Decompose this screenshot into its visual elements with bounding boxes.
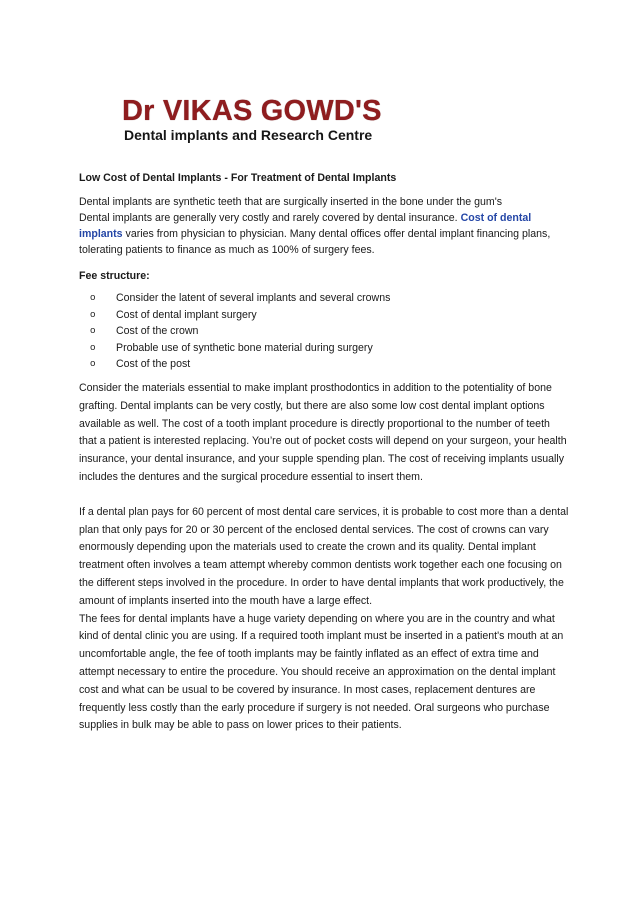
document-title: Low Cost of Dental Implants - For Treatment of Dental Implants — [79, 172, 397, 184]
list-item-text: Consider the latent of several implants and several crowns — [116, 292, 391, 304]
intro-after-link: varies from physician to physician. Many dental offices offer dental implant financing plans, tolerating patients to finance as much as 100% of surgery fees. — [79, 228, 551, 256]
list-item — [79, 340, 569, 357]
list-item — [79, 356, 569, 373]
fee-structure-heading: Fee structure: — [79, 270, 150, 282]
list-item-text: Cost of the crown — [116, 325, 199, 338]
list-item-text: Cost of the post — [116, 358, 191, 371]
paragraph-materials: Consider the materials essential to make implant prosthodontics in addition to the potentiality of bone grafting. Dental implants can be very costly, but there are also some low cost dental implant options available as well. The cost of a tooth implant procedure is directly proportional to the number of teeth that a patient is interested replacing. You’re out of pocket costs will depend on your surgeon, your health insurance, your dental insurance, and your supple spending plan. The cost of receiving implants usually includes the dentures and the surgical procedure essential to insert them. — [79, 381, 567, 483]
paragraph-dental-plan: If a dental plan pays for 60 percent of most dental care services, it is probable to cost more than a dental plan that only pays for 20 or 30 percent of the enclosed dental services. The cost of crowns can vary enormously depending upon the materials used to create the crown and its quality. Dental implant treatment often involves a team attempt whereby common dentists work together each one focusing on the different steps involved in the procedure. In order to have dental implants that work productively, the amount of implants inserted into the mouth have a large effect. — [79, 505, 569, 607]
list-item-text: Cost of dental implant surgery — [116, 308, 257, 321]
cost-of-dental-implants-link[interactable]: Cost of dental implants — [79, 212, 532, 240]
logo-title: Dr VIKAS GOWD'S — [122, 95, 382, 127]
intro-line-2: Dental implants are generally very costly and rarely covered by dental insurance. — [79, 212, 458, 224]
list-item — [79, 290, 569, 307]
circle-bullet-icon: o — [90, 342, 96, 353]
circle-bullet-icon: o — [90, 309, 96, 320]
circle-bullet-icon: o — [90, 359, 96, 370]
circle-bullet-icon: o — [90, 326, 96, 337]
clinic-logo — [122, 96, 384, 146]
fee-structure-list — [79, 290, 569, 373]
paragraph-fees: The fees for dental implants have a huge variety depending on where you are in the country and what kind of dental clinic you are using. If a required tooth implant must be inserted in a patient's mouth at an uncomfortable angle, the fee of tooth implants may be faintly inflated as an effect of extra time and attempt necessary to entire the procedure. You should receive an approximation on the dental implant cost and what can be usual to be covered by insurance. In most cases, replacement dentures are frequently less costly than the early procedure if surgery is not needed. Oral surgeons who purchase supplies in bulk may be able to pass on lower prices to their patients. — [79, 612, 564, 732]
list-item-text: Probable use of synthetic bone material during surgery — [116, 341, 373, 354]
intro-paragraph — [79, 194, 569, 258]
circle-bullet-icon: o — [90, 293, 96, 303]
logo-subtitle: Dental implants and Research Centre — [124, 127, 373, 143]
list-item — [79, 323, 569, 340]
intro-line-1: Dental implants are synthetic teeth that are surgically inserted in the bone under the gum's — [79, 196, 503, 208]
article-body — [79, 171, 569, 735]
list-item — [79, 307, 569, 324]
